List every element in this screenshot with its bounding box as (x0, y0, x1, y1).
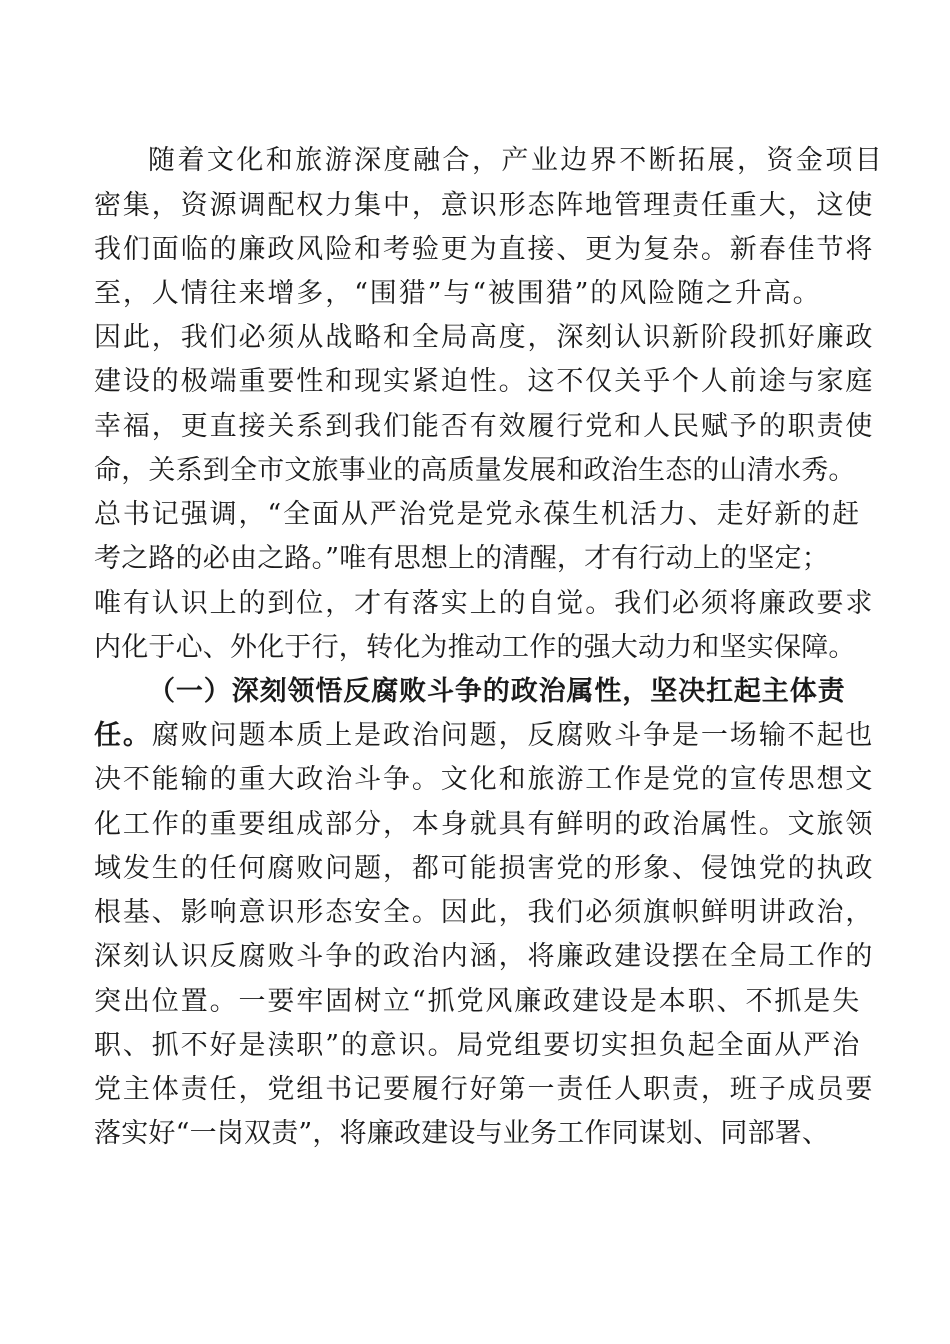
paragraph-1-line-5: 因此，我们必须从战略和全局高度，深刻认识新阶段抓好廉政 (94, 322, 875, 353)
paragraph-2-line-6: 深刻认识反腐败斗争的政治内涵，将廉政建设摆在全局工作的 (94, 941, 875, 972)
paragraph-1-line-12: 内化于心、外化于行，转化为推动工作的强大动力和坚实保障。 (94, 632, 856, 663)
paragraph-2-line-8: 职、抓不好是渎职”的意识。局党组要切实担负起全面从严治 (94, 1030, 862, 1061)
paragraph-1-line-2: 密集，资源调配权力集中，意识形态阵地管理责任重大，这使 (94, 190, 875, 221)
paragraph-1-line-6: 建设的极端重要性和现实紧迫性。这不仅关乎个人前途与家庭 (94, 366, 875, 397)
paragraph-2-line-7: 突出位置。一要牢固树立“抓党风廉政建设是本职、不抓是失 (94, 986, 862, 1017)
paragraph-1-line-3: 我们面临的廉政风险和考验更为直接、更为复杂。新春佳节将 (94, 234, 875, 265)
paragraph-2-line-4: 域发生的任何腐败问题，都可能损害党的形象、侵蚀党的执政 (94, 853, 875, 884)
section-heading-tail: 任。 (94, 720, 152, 751)
paragraph-2-line-10: 落实好“一岗双责”，将廉政建设与业务工作同谋划、同部署、 (94, 1118, 830, 1149)
section-heading-line-1: （一）深刻领悟反腐败斗争的政治属性，坚决扛起主体责 (148, 676, 846, 707)
paragraph-2-line-9: 党主体责任，党组书记要履行好第一责任人职责，班子成员要 (94, 1074, 875, 1105)
paragraph-2-line-1 (0, 714, 950, 758)
paragraph-2-line-5: 根基、影响意识形态安全。因此，我们必须旗帜鲜明讲政治， (94, 897, 875, 928)
paragraph-1-line-11: 唯有认识上的到位，才有落实上的自觉。我们必须将廉政要求 (94, 588, 875, 619)
paragraph-1-line-1: 随着文化和旅游深度融合，产业边界不断拓展，资金项目 (148, 145, 885, 176)
paragraph-1-line-4: 至，人情往来增多，“围猎”与“被围猎”的风险随之升高。 (94, 278, 822, 309)
paragraph-1-line-10: 考之路的必由之路。”唯有思想上的清醒，才有行动上的坚定； (94, 543, 829, 574)
paragraph-1-line-7: 幸福，更直接关系到我们能否有效履行党和人民赋予的职责使 (94, 411, 875, 442)
paragraph-2-line-2: 决不能输的重大政治斗争。文化和旅游工作是党的宣传思想文 (94, 764, 875, 795)
paragraph-2-line-3: 化工作的重要组成部分，本身就具有鲜明的政治属性。文旅领 (94, 809, 875, 840)
paragraph-1-line-9: 总书记强调，“全面从严治党是党永葆生机活力、走好新的赶 (94, 499, 862, 530)
paragraph-2-line-1-text: 腐败问题本质上是政治问题，反腐败斗争是一场输不起也 (151, 720, 875, 751)
paragraph-1-line-8: 命，关系到全市文旅事业的高质量发展和政治生态的山清水秀。 (94, 455, 856, 486)
